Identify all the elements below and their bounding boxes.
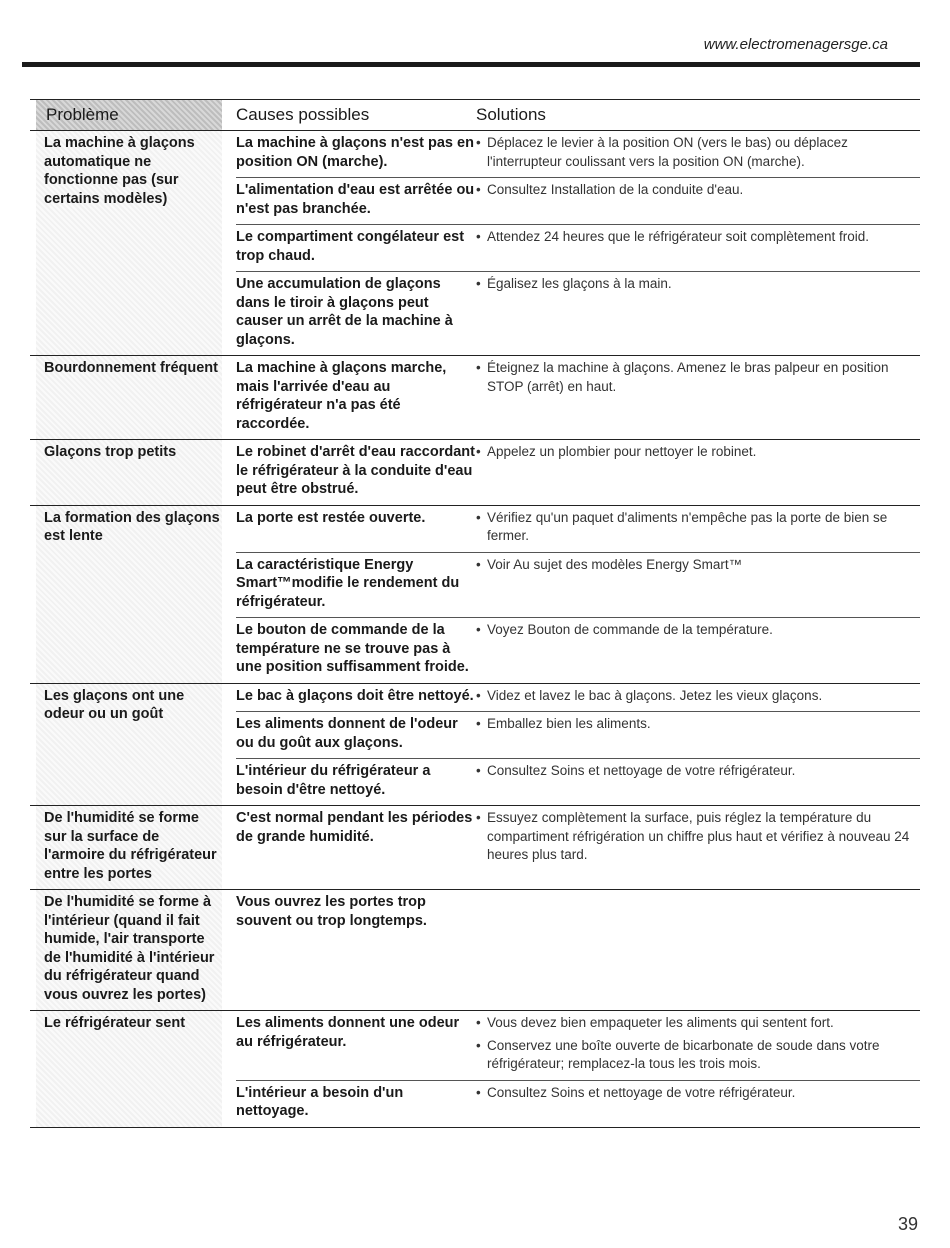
cause-cell: La machine à glaçons marche, mais l'arrivée d'eau au réfrigérateur n'a pas été raccordée. — [236, 360, 447, 432]
header-causes: Causes possibles — [236, 105, 370, 124]
problem-cell: Les glaçons ont une odeur ou un goût — [36, 684, 222, 806]
cause-cell: C'est normal pendant les périodes de grande humidité. — [236, 810, 473, 845]
header-rule — [22, 62, 920, 67]
cause-rows — [236, 806, 920, 889]
cause-rows — [236, 356, 920, 439]
table-row — [236, 618, 920, 683]
table-row — [236, 759, 920, 805]
cause-rows — [236, 1011, 920, 1127]
table-row — [236, 131, 920, 178]
solution-cell — [476, 684, 920, 712]
problem-cell: Glaçons trop petits — [36, 440, 222, 505]
table-body — [30, 131, 920, 1128]
problem-cell: La machine à glaçons automatique ne fonctionne pas (sur certains modèles) — [36, 131, 222, 355]
cause-rows — [236, 131, 920, 355]
table-row — [236, 272, 920, 355]
solution-bullet: • Vous devez bien empaqueter les aliments qui sentent fort. — [476, 1014, 920, 1033]
problem-group — [30, 356, 920, 440]
cause-cell: Les aliments donnent une odeur au réfrigérateur. — [236, 1015, 460, 1050]
table-row — [236, 684, 920, 713]
solution-bullet: • Emballez bien les aliments. — [476, 715, 920, 734]
cause-rows — [236, 890, 920, 1010]
solution-cell — [476, 356, 920, 439]
problem-cell: Bourdonnement fréquent — [36, 356, 222, 439]
cause-cell: L'intérieur a besoin d'un nettoyage. — [236, 1084, 404, 1119]
cause-rows — [236, 684, 920, 806]
header-solutions: Solutions — [476, 105, 546, 124]
table-row — [236, 712, 920, 759]
cause-cell: Le robinet d'arrêt d'eau raccordant le réfrigérateur à la conduite d'eau peut être obstrué. — [236, 444, 475, 497]
cause-cell: L'alimentation d'eau est arrêtée ou n'est pas branchée. — [236, 182, 475, 217]
cause-cell: Une accumulation de glaçons dans le tiroir à glaçons peut causer un arrêt de la machine à glaçons. — [236, 276, 453, 348]
cause-cell: Le bac à glaçons doit être nettoyé. — [236, 687, 474, 704]
solution-cell — [476, 440, 920, 505]
solution-bullet: • Videz et lavez le bac à glaçons. Jetez les vieux glaçons. — [476, 687, 920, 706]
problem-cell: Le réfrigérateur sent — [36, 1011, 222, 1127]
solution-cell — [476, 806, 920, 871]
solution-bullet: • Égalisez les glaçons à la main. — [476, 275, 920, 294]
problem-group — [30, 684, 920, 807]
solution-bullet: • Conservez une boîte ouverte de bicarbonate de soude dans votre réfrigérateur; remplacez-la tous les trois mois. — [476, 1037, 920, 1074]
table-row — [236, 1081, 920, 1127]
cause-cell: Le bouton de commande de la température ne se trouve pas à une position suffisamment froide. — [236, 622, 469, 675]
problem-group — [30, 1011, 920, 1128]
table-row — [236, 356, 920, 439]
cause-cell: La machine à glaçons n'est pas en position ON (marche). — [236, 135, 474, 170]
solution-cell — [476, 1011, 920, 1080]
table-row — [236, 553, 920, 619]
problem-cell: La formation des glaçons est lente — [36, 506, 222, 683]
cause-cell: Les aliments donnent de l'odeur ou du goût aux glaçons. — [236, 716, 458, 751]
table-row — [236, 890, 920, 936]
solution-bullet: • Consultez Installation de la conduite d'eau. — [476, 181, 920, 200]
solution-bullet: • Vérifiez qu'un paquet d'aliments n'empêche pas la porte de bien se fermer. — [476, 509, 920, 546]
table-header — [30, 99, 920, 131]
problem-group — [30, 506, 920, 684]
problem-cell: De l'humidité se forme à l'intérieur (quand il fait humide, l'air transporte de l'humidité à l'intérieur du réfrigérateur quand vous ouvrez les portes) — [36, 890, 222, 1010]
table-row — [236, 1011, 920, 1081]
solution-bullet: • Attendez 24 heures que le réfrigérateur soit complètement froid. — [476, 228, 920, 247]
page-number: 39 — [897, 1214, 918, 1234]
cause-cell: L'intérieur du réfrigérateur a besoin d'être nettoyé. — [236, 763, 431, 798]
header-problem: Problème — [36, 100, 222, 130]
table-row — [236, 225, 920, 272]
solution-bullet: • Voir Au sujet des modèles Energy Smart™ — [476, 556, 920, 575]
problem-group — [30, 806, 920, 890]
cause-cell: La caractéristique Energy Smart™modifie le rendement du réfrigérateur. — [236, 556, 460, 610]
cause-rows — [236, 506, 920, 683]
cause-cell: Le compartiment congélateur est trop chaud. — [236, 229, 465, 264]
solution-cell — [476, 1081, 920, 1127]
solution-bullet: • Essuyez complètement la surface, puis réglez la température du compartiment réfrigération un chiffre plus haut et vérifiez à nouveau 24 heures plus tard. — [476, 809, 920, 865]
site-url: www.electromenagersge.ca — [703, 36, 888, 53]
solution-cell — [476, 131, 920, 177]
solution-cell — [476, 618, 920, 683]
cause-cell: La porte est restée ouverte. — [236, 509, 426, 526]
troubleshooting-table — [30, 99, 920, 1128]
solution-cell — [476, 272, 920, 355]
solution-cell — [476, 178, 920, 224]
solution-bullet: • Voyez Bouton de commande de la température. — [476, 621, 920, 640]
solution-bullet: • Déplacez le levier à la position ON (vers le bas) ou déplacez l'interrupteur coulissant vers la position ON (marche). — [476, 134, 920, 171]
table-row — [236, 440, 920, 505]
solution-bullet: • Consultez Soins et nettoyage de votre réfrigérateur. — [476, 1084, 920, 1103]
problem-group — [30, 440, 920, 506]
solution-bullet: • Appelez un plombier pour nettoyer le robinet. — [476, 443, 920, 462]
solution-cell — [476, 890, 920, 936]
solution-cell — [476, 759, 920, 805]
table-row — [236, 178, 920, 225]
solution-bullet: • Éteignez la machine à glaçons. Amenez le bras palpeur en position STOP (arrêt) en haut. — [476, 359, 920, 396]
cause-rows — [236, 440, 920, 505]
problem-group — [30, 890, 920, 1011]
problem-cell: De l'humidité se forme sur la surface de l'armoire du réfrigérateur entre les portes — [36, 806, 222, 889]
solution-bullet: • Consultez Soins et nettoyage de votre réfrigérateur. — [476, 762, 920, 781]
solution-cell — [476, 225, 920, 271]
solution-cell — [476, 506, 920, 552]
table-row — [236, 806, 920, 871]
cause-cell: Vous ouvrez les portes trop souvent ou trop longtemps. — [236, 894, 427, 929]
problem-group — [30, 131, 920, 356]
solution-cell — [476, 553, 920, 618]
solution-cell — [476, 712, 920, 758]
table-row — [236, 506, 920, 553]
